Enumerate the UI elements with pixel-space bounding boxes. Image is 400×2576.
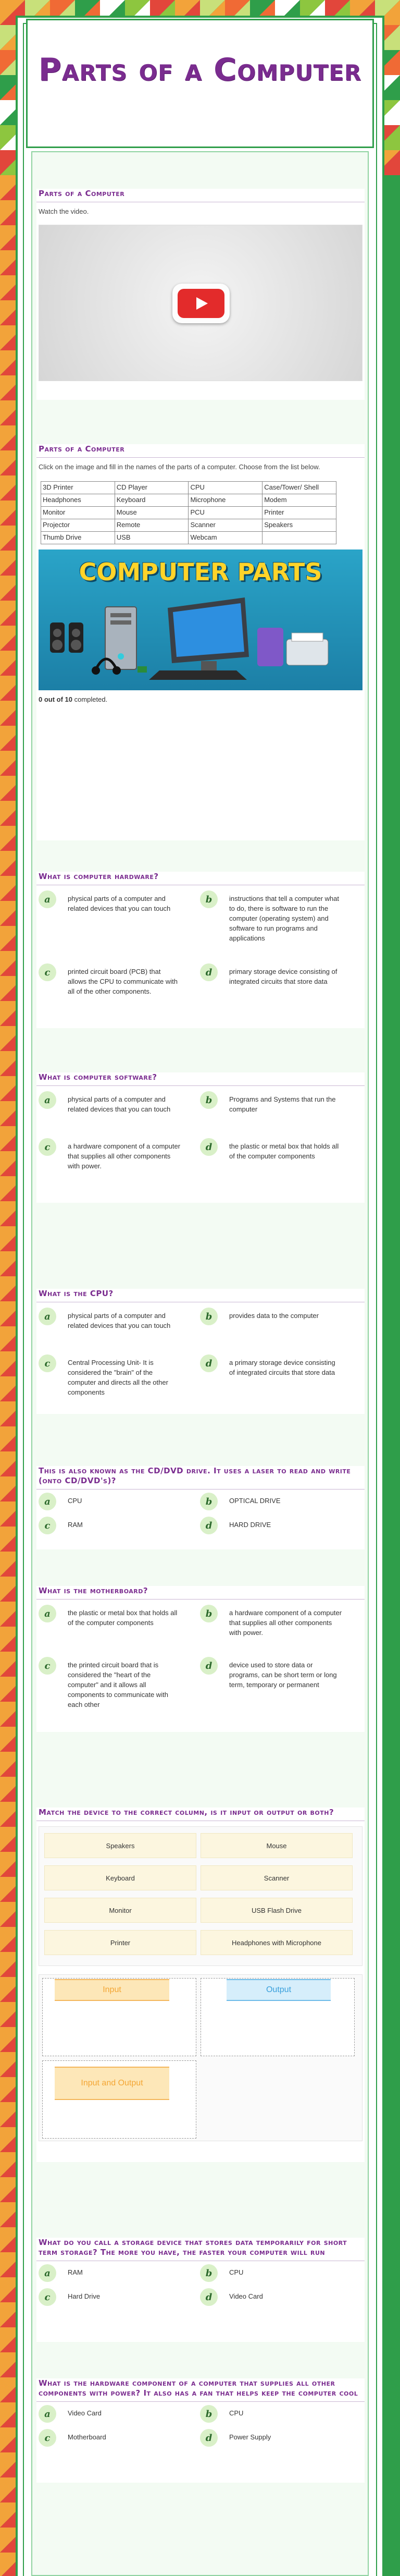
option-text: the plastic or metal box that holds all of the computer components	[229, 1142, 339, 1160]
option-d[interactable]	[200, 1354, 356, 1377]
parts-table-cell: PCU	[189, 507, 262, 519]
match-item-printer[interactable]: Printer	[44, 1930, 196, 1955]
option-d[interactable]	[200, 1657, 356, 1690]
option-d[interactable]	[200, 2429, 356, 2447]
option-text: Video Card	[229, 2292, 263, 2300]
option-text: primary storage device consisting of integrated circuits that store data	[229, 968, 338, 985]
drop-zone-output-label: Output	[227, 1979, 331, 2001]
option-badge: d	[200, 1517, 218, 1534]
question-hardware	[36, 872, 365, 1028]
computer-parts-illustration	[39, 550, 362, 690]
page-title: Parts of a Computer	[38, 52, 362, 88]
parts-table-cell: Speakers	[262, 519, 336, 532]
option-text: Programs and Systems that run the computer	[229, 1095, 336, 1113]
question-power-supply-title: What is the hardware component of a computer that supplies all other components with power? It also has a fan that helps keep the computer cool	[36, 2378, 365, 2402]
option-text: RAM	[68, 1521, 83, 1529]
parts-table-cell: Projector	[41, 519, 115, 532]
question-ram	[36, 2238, 365, 2342]
option-badge: c	[39, 1517, 56, 1534]
option-d[interactable]	[200, 1517, 356, 1534]
option-badge: c	[39, 2429, 56, 2447]
option-text: the printed circuit board that is considered the "heart of the computer" and it allows all components to communicate with each other	[68, 1661, 168, 1708]
parts-table-row	[41, 482, 336, 494]
question-motherboard	[36, 1586, 365, 1732]
score-count: 0 out of 10	[39, 695, 73, 703]
parts-table-cell: Webcam	[189, 532, 262, 544]
parts-table-cell: USB	[115, 532, 189, 544]
option-a[interactable]	[39, 1308, 195, 1330]
option-text: a hardware component of a computer that supplies all other components with power.	[229, 1609, 342, 1637]
fill-section-title: Parts of a Computer	[36, 444, 365, 458]
option-text: Central Processing Unit- It is considered the "brain" of the computer and directs all the other components	[68, 1359, 168, 1396]
parts-table-cell: Case/Tower/ Shell	[262, 482, 336, 494]
youtube-logo-icon	[178, 289, 224, 318]
option-badge: d	[200, 963, 218, 981]
option-text: physical parts of a computer and related devices that you can touch	[68, 895, 171, 912]
option-b[interactable]	[200, 1091, 356, 1114]
question-motherboard-title: What is the motherboard?	[36, 1586, 365, 1600]
option-text: a hardware component of a computer that supplies all other components with power.	[68, 1142, 181, 1170]
option-a[interactable]	[39, 1091, 195, 1114]
option-text: provides data to the computer	[229, 1312, 319, 1320]
option-d[interactable]	[200, 2288, 356, 2306]
option-badge: d	[200, 1657, 218, 1675]
computer-parts-image-title: COMPUTER PARTS	[79, 558, 322, 586]
parts-table-cell: CD Player	[115, 482, 189, 494]
parts-table-row	[41, 519, 336, 532]
option-text: physical parts of a computer and related devices that you can touch	[68, 1095, 171, 1113]
option-c[interactable]	[39, 1657, 195, 1710]
question-ram-options	[36, 2261, 365, 2303]
parts-table-cell: Printer	[262, 507, 336, 519]
option-b[interactable]	[200, 2264, 356, 2282]
option-a[interactable]	[39, 1493, 195, 1510]
question-cpu	[36, 1289, 365, 1414]
drop-zone-input-output-label: Input and Output	[55, 2067, 169, 2100]
option-badge: c	[39, 963, 56, 981]
option-text: CPU	[68, 1497, 82, 1505]
option-a[interactable]	[39, 890, 195, 913]
option-c[interactable]	[39, 1517, 195, 1534]
option-badge: a	[39, 2264, 56, 2282]
option-badge: a	[39, 1605, 56, 1622]
match-item-keyboard[interactable]: Keyboard	[44, 1865, 196, 1890]
option-badge: a	[39, 1091, 56, 1109]
match-item-usb-flash-drive[interactable]: USB Flash Drive	[201, 1898, 353, 1923]
match-drop-zones	[39, 1974, 362, 2141]
drop-zone-input-label: Input	[55, 1979, 169, 2001]
match-item-scanner[interactable]: Scanner	[201, 1865, 353, 1890]
play-button[interactable]	[172, 284, 230, 323]
option-a[interactable]	[39, 1605, 195, 1628]
option-c[interactable]	[39, 1354, 195, 1397]
option-text: Hard Drive	[68, 2292, 101, 2300]
option-text: OPTICAL DRIVE	[229, 1497, 281, 1505]
option-badge: d	[200, 1354, 218, 1372]
question-cpu-title: What is the CPU?	[36, 1289, 365, 1302]
option-badge: b	[200, 2405, 218, 2423]
question-software	[36, 1072, 365, 1203]
video-instruction: Watch the video.	[39, 207, 89, 215]
option-text: instructions that tell a computer what to do, there is software to run the computer (operating system) and software to run programs and applications	[229, 895, 339, 942]
parts-table-cell: Keyboard	[115, 494, 189, 507]
option-badge: c	[39, 2288, 56, 2306]
option-c[interactable]	[39, 1138, 195, 1171]
worksheet-content	[31, 151, 369, 2576]
parts-table-row	[41, 507, 336, 519]
question-power-supply	[36, 2378, 365, 2483]
question-power-supply-options	[36, 2402, 365, 2444]
fill-instruction: Click on the image and fill in the names of the parts of a computer. Choose from the list below.	[39, 463, 320, 471]
parts-table-cell	[262, 532, 336, 544]
score-suffix: completed.	[72, 695, 108, 703]
option-badge: a	[39, 1493, 56, 1510]
question-optical-drive-options	[36, 1490, 365, 1531]
video-player[interactable]	[39, 225, 362, 381]
option-badge: b	[200, 890, 218, 908]
option-badge: c	[39, 1138, 56, 1156]
title-banner	[26, 19, 374, 148]
parts-table-cell: Monitor	[41, 507, 115, 519]
question-hardware-title: What is computer hardware?	[36, 872, 365, 885]
parts-table-cell: CPU	[189, 482, 262, 494]
option-b[interactable]	[200, 2405, 356, 2423]
question-hardware-options	[36, 885, 365, 995]
match-items-box	[39, 1826, 362, 1966]
option-badge: c	[39, 1354, 56, 1372]
parts-table-row	[41, 494, 336, 507]
option-d[interactable]	[200, 1138, 356, 1161]
question-software-title: What is computer software?	[36, 1072, 365, 1086]
option-text: physical parts of a computer and related devices that you can touch	[68, 1312, 171, 1329]
option-text: the plastic or metal box that holds all of the computer components	[68, 1609, 178, 1627]
option-c[interactable]	[39, 2429, 195, 2447]
match-item-monitor[interactable]: Monitor	[44, 1898, 196, 1923]
option-badge: b	[200, 1493, 218, 1510]
match-item-headphones[interactable]: Headphones with Microphone	[201, 1930, 353, 1955]
option-text: RAM	[68, 2268, 83, 2276]
video-section	[36, 189, 365, 400]
question-motherboard-options	[36, 1600, 365, 1708]
option-badge: b	[200, 1091, 218, 1109]
question-optical-drive	[36, 1466, 365, 1549]
option-b[interactable]	[200, 890, 356, 943]
option-text: HARD DRIVE	[229, 1521, 271, 1529]
option-text: CPU	[229, 2409, 244, 2417]
parts-table-cell: Microphone	[189, 494, 262, 507]
play-icon	[196, 297, 208, 310]
match-item-mouse[interactable]: Mouse	[201, 1833, 353, 1858]
option-text: a primary storage device consisting of integrated circuits that store data	[229, 1359, 335, 1376]
option-badge: d	[200, 2288, 218, 2306]
parts-table-cell: Thumb Drive	[41, 532, 115, 544]
option-text: device used to store data or programs, can be short term or long term, temporary or permanent	[229, 1661, 337, 1689]
option-a[interactable]	[39, 2405, 195, 2423]
question-match-title: Match the device to the correct column, is it input or output or both?	[36, 1808, 365, 1821]
option-badge: d	[200, 1138, 218, 1156]
option-b[interactable]	[200, 1605, 356, 1638]
option-c[interactable]	[39, 2288, 195, 2306]
option-d[interactable]	[200, 963, 356, 986]
option-badge: a	[39, 2405, 56, 2423]
option-badge: b	[200, 1308, 218, 1325]
option-badge: b	[200, 1605, 218, 1622]
video-section-title: Parts of a Computer	[36, 189, 365, 202]
option-badge: b	[200, 2264, 218, 2282]
option-b[interactable]	[200, 1308, 356, 1325]
parts-table-cell: Scanner	[189, 519, 262, 532]
option-badge: a	[39, 1308, 56, 1325]
question-optical-drive-title: This is also known as the CD/DVD drive. It uses a laser to read and write (onto CD/DVD's)?	[36, 1466, 365, 1490]
parts-table-row	[41, 532, 336, 544]
parts-table-cell: 3D Printer	[41, 482, 115, 494]
option-text: printed circuit board (PCB) that allows the CPU to communicate with all of the other components.	[68, 968, 178, 995]
fill-section	[36, 444, 365, 840]
parts-table-cell: Headphones	[41, 494, 115, 507]
parts-table-cell: Modem	[262, 494, 336, 507]
option-badge: a	[39, 890, 56, 908]
option-c[interactable]	[39, 963, 195, 996]
question-cpu-options	[36, 1302, 365, 1396]
question-match	[36, 1808, 365, 2162]
computer-parts-image[interactable]	[39, 550, 362, 690]
question-software-options	[36, 1086, 365, 1170]
question-ram-title: What do you call a storage device that stores data temporarily for short term storage? The more you have, the faster your computer will run	[36, 2238, 365, 2261]
option-text: Video Card	[68, 2409, 102, 2417]
option-badge: d	[200, 2429, 218, 2447]
option-badge: c	[39, 1657, 56, 1675]
option-text: Power Supply	[229, 2433, 271, 2441]
completion-score	[36, 694, 365, 704]
parts-table-cell: Remote	[115, 519, 189, 532]
option-b[interactable]	[200, 1493, 356, 1510]
match-item-speakers[interactable]: Speakers	[44, 1833, 196, 1858]
parts-word-table	[41, 481, 336, 544]
option-a[interactable]	[39, 2264, 195, 2282]
parts-table-cell: Mouse	[115, 507, 189, 519]
option-text: Motherboard	[68, 2433, 106, 2441]
option-text: CPU	[229, 2268, 244, 2276]
